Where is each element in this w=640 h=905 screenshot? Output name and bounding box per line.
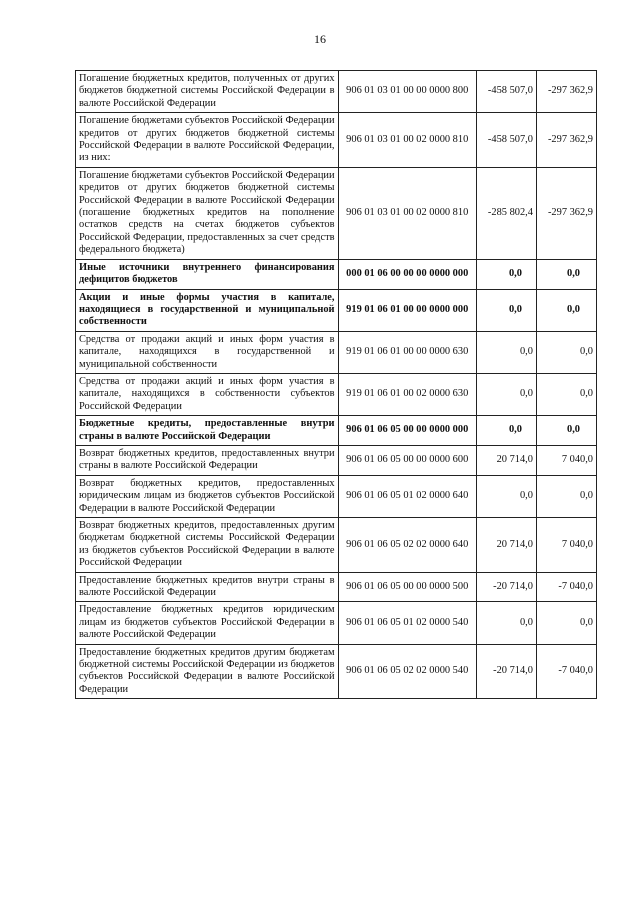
row-value-1-cell: 0,0: [476, 475, 536, 517]
row-value-1-cell: -285 802,4: [476, 167, 536, 259]
row-code-cell: 906 01 06 05 01 02 0000 640: [338, 475, 476, 517]
row-code-cell: 906 01 03 01 00 02 0000 810: [338, 113, 476, 168]
row-code-cell: 906 01 03 01 00 00 0000 800: [338, 71, 476, 113]
row-value-1-cell: -20 714,0: [476, 572, 536, 602]
row-code-cell: 906 01 06 05 00 00 0000 500: [338, 572, 476, 602]
row-value-1-cell: 0,0: [476, 259, 536, 289]
row-name-cell: Погашение бюджетных кредитов, полученных от других бюджетов бюджетной системы Российской Федерации в валюте Российской Федерации: [76, 71, 339, 113]
row-name-cell: Акции и иные формы участия в капитале, находящиеся в государственной и муниципальной собственности: [76, 289, 339, 331]
row-code-cell: 919 01 06 01 00 00 0000 000: [338, 289, 476, 331]
row-value-2-cell: -7 040,0: [536, 644, 596, 699]
row-code-cell: 906 01 06 05 02 02 0000 640: [338, 518, 476, 573]
row-code-cell: 000 01 06 00 00 00 0000 000: [338, 259, 476, 289]
row-value-1-cell: 0,0: [476, 373, 536, 415]
table-row: [76, 644, 597, 699]
row-value-2-cell: 0,0: [536, 331, 596, 373]
row-code-cell: 906 01 03 01 00 02 0000 810: [338, 167, 476, 259]
table-row: [76, 572, 597, 602]
page-number: 16: [314, 32, 326, 46]
row-code-cell: 919 01 06 01 00 02 0000 630: [338, 373, 476, 415]
row-value-1-cell: -20 714,0: [476, 644, 536, 699]
row-value-2-cell: 7 040,0: [536, 518, 596, 573]
table-row: [76, 445, 597, 475]
table-row: [76, 373, 597, 415]
row-value-2-cell: 0,0: [536, 475, 596, 517]
row-name-cell: Предоставление бюджетных кредитов другим бюджетам бюджетной системы Российской Федерации из бюджетов субъектов Российской Федерации в валюте Российской Федерации: [76, 644, 339, 699]
table-row: [76, 518, 597, 573]
table-row: [76, 167, 597, 259]
row-value-1-cell: 0,0: [476, 602, 536, 644]
row-value-2-cell: -297 362,9: [536, 167, 596, 259]
row-value-1-cell: 0,0: [476, 331, 536, 373]
financing-sources-table: [75, 70, 597, 699]
row-code-cell: 906 01 06 05 00 00 0000 000: [338, 416, 476, 446]
table-row: [76, 331, 597, 373]
row-value-1-cell: 20 714,0: [476, 518, 536, 573]
row-value-2-cell: 0,0: [536, 259, 596, 289]
row-name-cell: Погашение бюджетами субъектов Российской Федерации кредитов от других бюджетов бюджетной системы Российской Федерации в валюте Российской Федерации (погашение бюджетных кредитов на пополнение остатков средств на счетах бюджетов субъектов Российской Федерации, предоставленных за счет средств федерального бюджета): [76, 167, 339, 259]
table-row: [76, 475, 597, 517]
row-name-cell: Средства от продажи акций и иных форм участия в капитале, находящихся в собственности субъектов Российской Федерации: [76, 373, 339, 415]
table-row: [76, 259, 597, 289]
row-name-cell: Погашение бюджетами субъектов Российской Федерации кредитов от других бюджетов бюджетной системы Российской Федерации в валюте Российской Федерации, из них:: [76, 113, 339, 168]
row-value-1-cell: 0,0: [476, 416, 536, 446]
row-value-2-cell: 7 040,0: [536, 445, 596, 475]
row-code-cell: 906 01 06 05 01 02 0000 540: [338, 602, 476, 644]
table-row: [76, 113, 597, 168]
row-name-cell: Возврат бюджетных кредитов, предоставленных внутри страны в валюте Российской Федерации: [76, 445, 339, 475]
row-name-cell: Возврат бюджетных кредитов, предоставленных юридическим лицам из бюджетов субъектов Российской Федерации в валюте Российской Федерации: [76, 475, 339, 517]
table-body: [76, 71, 597, 699]
row-name-cell: Иные источники внутреннего финансирования дефицитов бюджетов: [76, 259, 339, 289]
row-value-2-cell: 0,0: [536, 373, 596, 415]
row-value-1-cell: 20 714,0: [476, 445, 536, 475]
row-value-2-cell: -297 362,9: [536, 113, 596, 168]
row-value-2-cell: 0,0: [536, 289, 596, 331]
row-value-2-cell: -297 362,9: [536, 71, 596, 113]
row-name-cell: Предоставление бюджетных кредитов внутри страны в валюте Российской Федерации: [76, 572, 339, 602]
row-value-2-cell: 0,0: [536, 602, 596, 644]
row-value-1-cell: -458 507,0: [476, 113, 536, 168]
table-row: [76, 289, 597, 331]
table-row: [76, 416, 597, 446]
row-value-2-cell: 0,0: [536, 416, 596, 446]
row-code-cell: 906 01 06 05 02 02 0000 540: [338, 644, 476, 699]
row-name-cell: Предоставление бюджетных кредитов юридическим лицам из бюджетов субъектов Российской Федерации в валюте Российской Федерации: [76, 602, 339, 644]
row-value-2-cell: -7 040,0: [536, 572, 596, 602]
row-value-1-cell: -458 507,0: [476, 71, 536, 113]
row-name-cell: Бюджетные кредиты, предоставленные внутри страны в валюте Российской Федерации: [76, 416, 339, 446]
row-code-cell: 919 01 06 01 00 00 0000 630: [338, 331, 476, 373]
table-row: [76, 71, 597, 113]
row-value-1-cell: 0,0: [476, 289, 536, 331]
row-name-cell: Средства от продажи акций и иных форм участия в капитале, находящихся в государственной и муниципальной собственности: [76, 331, 339, 373]
table-row: [76, 602, 597, 644]
row-code-cell: 906 01 06 05 00 00 0000 600: [338, 445, 476, 475]
row-name-cell: Возврат бюджетных кредитов, предоставленных другим бюджетам бюджетной системы Российской Федерации из бюджетов субъектов Российской Федерации в валюте Российской Федерации: [76, 518, 339, 573]
